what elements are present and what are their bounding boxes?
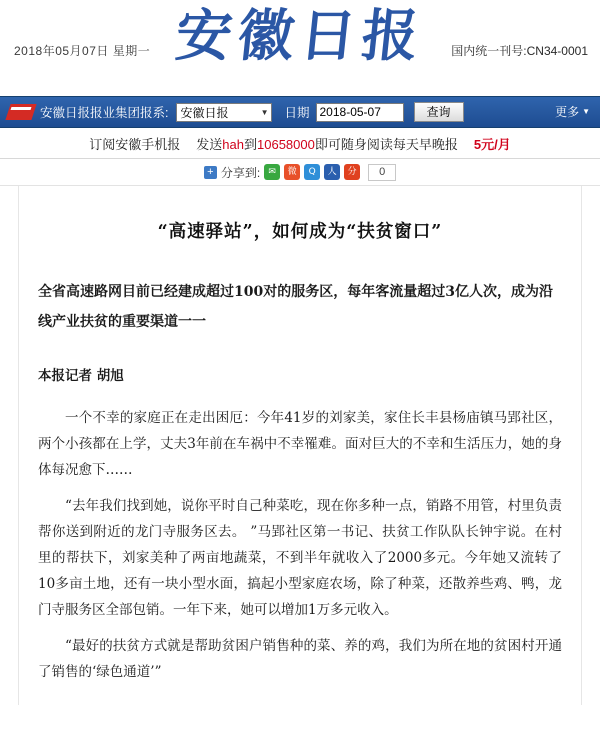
qzone-share-icon[interactable]: 人 <box>324 164 340 180</box>
left-rule <box>18 186 19 705</box>
article-lead: 全省高速路网目前已经建成超过100对的服务区，每年客流量超过3亿人次，成为沿线产业扶贫的重要渠道一一 <box>38 284 553 330</box>
anhui-daily-flag-icon <box>8 103 34 121</box>
content-wrapper <box>0 186 600 705</box>
subscription-strip <box>0 128 600 159</box>
article-paragraph: 一个不幸的家庭正在走出困厄：今年41岁的刘家美，家住长丰县杨庙镇马郢社区，两个小孩都在上学，丈夫3年前在车祸中不幸罹难。面对巨大的不幸和生活压力，她的身体每况愈下…… <box>38 410 562 478</box>
navigation-bar <box>0 96 600 128</box>
plus-icon[interactable]: + <box>204 166 217 179</box>
date-label: 日期 <box>284 106 310 120</box>
sms-keyword: hah <box>222 136 244 152</box>
sina-weibo-share-icon[interactable]: 微 <box>284 164 300 180</box>
article <box>0 186 600 705</box>
send-prefix: 发送 <box>196 136 223 152</box>
page-title: “高速驿站”，如何成为“扶贫窗口” <box>157 222 443 242</box>
subscribe-instructions <box>196 134 458 153</box>
renren-share-icon[interactable]: 分 <box>344 164 360 180</box>
tencent-weibo-share-icon[interactable]: Q <box>304 164 320 180</box>
sms-number: 10658000 <box>257 136 315 152</box>
article-paragraph: “去年我们找到她，说你平时自己种菜吃，现在你多种一点，销路不用管，村里负责帮你送到附近的龙门寺服务区去。 ”马郢社区第一书记、扶贫工作队队长钟宇说。在村里的帮扶下，刘家美种了两亩地蔬菜，不到半年就收入了2000多元。今年她又流转了10多亩土地，还有一块小型水面，搞起小型家庭农场，除了种菜，还散养些鸡、鸭，龙门寺服务区全部包销。一年下来，她可以增加1万多元收入。 <box>38 498 562 618</box>
share-count: 0 <box>368 164 396 181</box>
send-mid: 到 <box>244 136 258 152</box>
right-rule <box>581 186 582 705</box>
date-input[interactable]: 2018-05-07 <box>316 103 404 122</box>
subscribe-label: 订阅安徽手机报 <box>89 136 181 152</box>
share-bar <box>0 159 600 186</box>
share-label: 分享到: <box>220 165 261 180</box>
chevron-down-icon: ▼ <box>260 107 269 117</box>
masthead <box>0 0 600 96</box>
paper-select[interactable] <box>176 103 272 122</box>
masthead-date: 2018年05月07日 星期一 <box>14 44 151 58</box>
more-menu[interactable] <box>555 103 590 120</box>
masthead-issn: 国内统一刊号:CN34-0001 <box>451 44 588 58</box>
chevron-down-icon: ▼ <box>582 107 590 116</box>
wechat-share-icon[interactable]: ✉ <box>264 164 280 180</box>
article-paragraph: “最好的扶贫方式就是帮助贫困户销售种的菜、养的鸡，我们为所在地的贫困村开通了销售的‘绿色通道’” <box>38 638 562 680</box>
subscription-price: 5元/月 <box>473 136 511 152</box>
article-byline: 本报记者 胡旭 <box>38 368 124 384</box>
search-button[interactable]: 查询 <box>414 102 464 122</box>
paper-select-value: 安徽日报 <box>180 105 229 120</box>
group-label: 安徽日报报业集团报系: <box>40 106 169 120</box>
more-label: 更多 <box>555 105 580 119</box>
send-suffix: 即可随身阅读每天早晚报 <box>314 136 458 152</box>
newspaper-logo: 安徽日报 <box>172 3 428 69</box>
